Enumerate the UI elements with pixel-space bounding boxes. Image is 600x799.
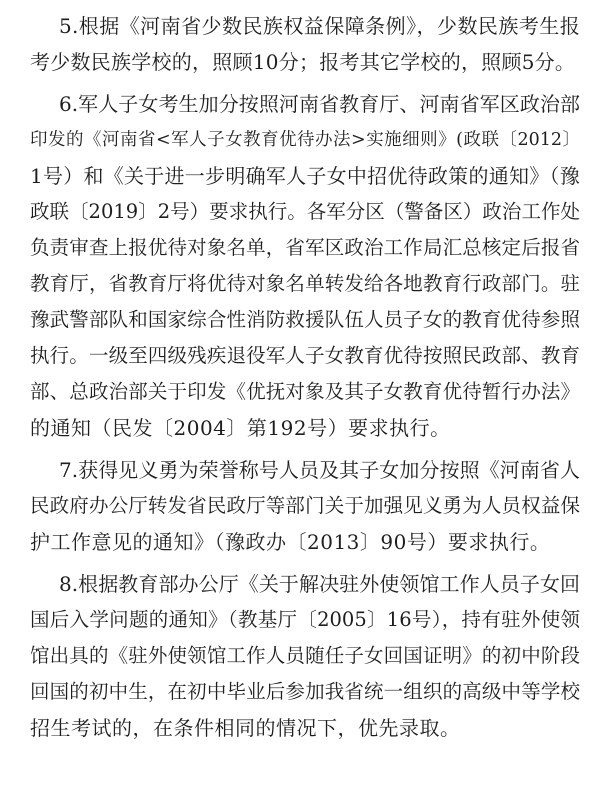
text-line: 1号）和《关于进一步明确军人子女中招优待政策的通知》（豫: [30, 164, 580, 188]
text-line: 政联〔2019〕2号）要求执行。各军分区（警备区）政治工作处: [30, 200, 580, 223]
text-line: 教育厅，省教育厅将优待对象名单转发给各地教育行政部门。驻: [30, 272, 580, 295]
text-line: 豫武警部队和国家综合性消防救援队伍人员子女的教育优待参照: [30, 308, 580, 331]
text-line: 民政府办公厅转发省民政厅等部门关于加强见义勇为人员权益保: [30, 494, 580, 517]
text-line: 考少数民族学校的，照顾10分；报考其它学校的，照顾5分。: [30, 50, 576, 74]
text-line: 7.获得见义勇为荣誉称号人员及其子女加分按照《河南省人: [59, 458, 580, 482]
paragraph-6: [30, 86, 580, 446]
text-line: 6.军人子女考生加分按照河南省教育厅、河南省军区政治部: [59, 92, 580, 116]
text-line: 国后入学问题的通知》（教基厅〔2005〕16号），持有驻外使领: [30, 608, 580, 631]
text-line: 部、总政治部关于印发《优抚对象及其子女教育优待暂行办法》: [30, 380, 580, 403]
text-line: 执行。一级至四级残疾退役军人子女教育优待按照民政部、教育: [30, 344, 580, 367]
paragraph-5: [30, 8, 580, 80]
text-line: 负责审查上报优待对象名单，省军区政治工作局汇总核定后报省: [30, 236, 580, 259]
text-line: 5.根据《河南省少数民族权益保障条例》，少数民族考生报: [59, 14, 580, 38]
paragraph-7: [30, 452, 580, 560]
text-line: 馆出具的《驻外使领馆工作人员随任子女回国证明》的初中阶段: [30, 644, 580, 667]
text-line: 印发的《河南省<军人子女教育优待办法>实施细则》(政联〔2012〕: [30, 130, 580, 150]
text-line: 的通知（民发〔2004〕第192号）要求执行。: [30, 416, 451, 440]
paragraph-8: [30, 566, 580, 746]
document-body: [30, 8, 580, 752]
text-line: 8.根据教育部办公厅《关于解决驻外使领馆工作人员子女回: [59, 572, 580, 596]
text-line: 招生考试的，在条件相同的情况下，优先录取。: [30, 716, 461, 740]
text-line: 护工作意见的通知》（豫政办〔2013〕90号）要求执行。: [30, 530, 551, 554]
text-line: 回国的初中生，在初中毕业后参加我省统一组织的高级中等学校: [30, 680, 580, 703]
